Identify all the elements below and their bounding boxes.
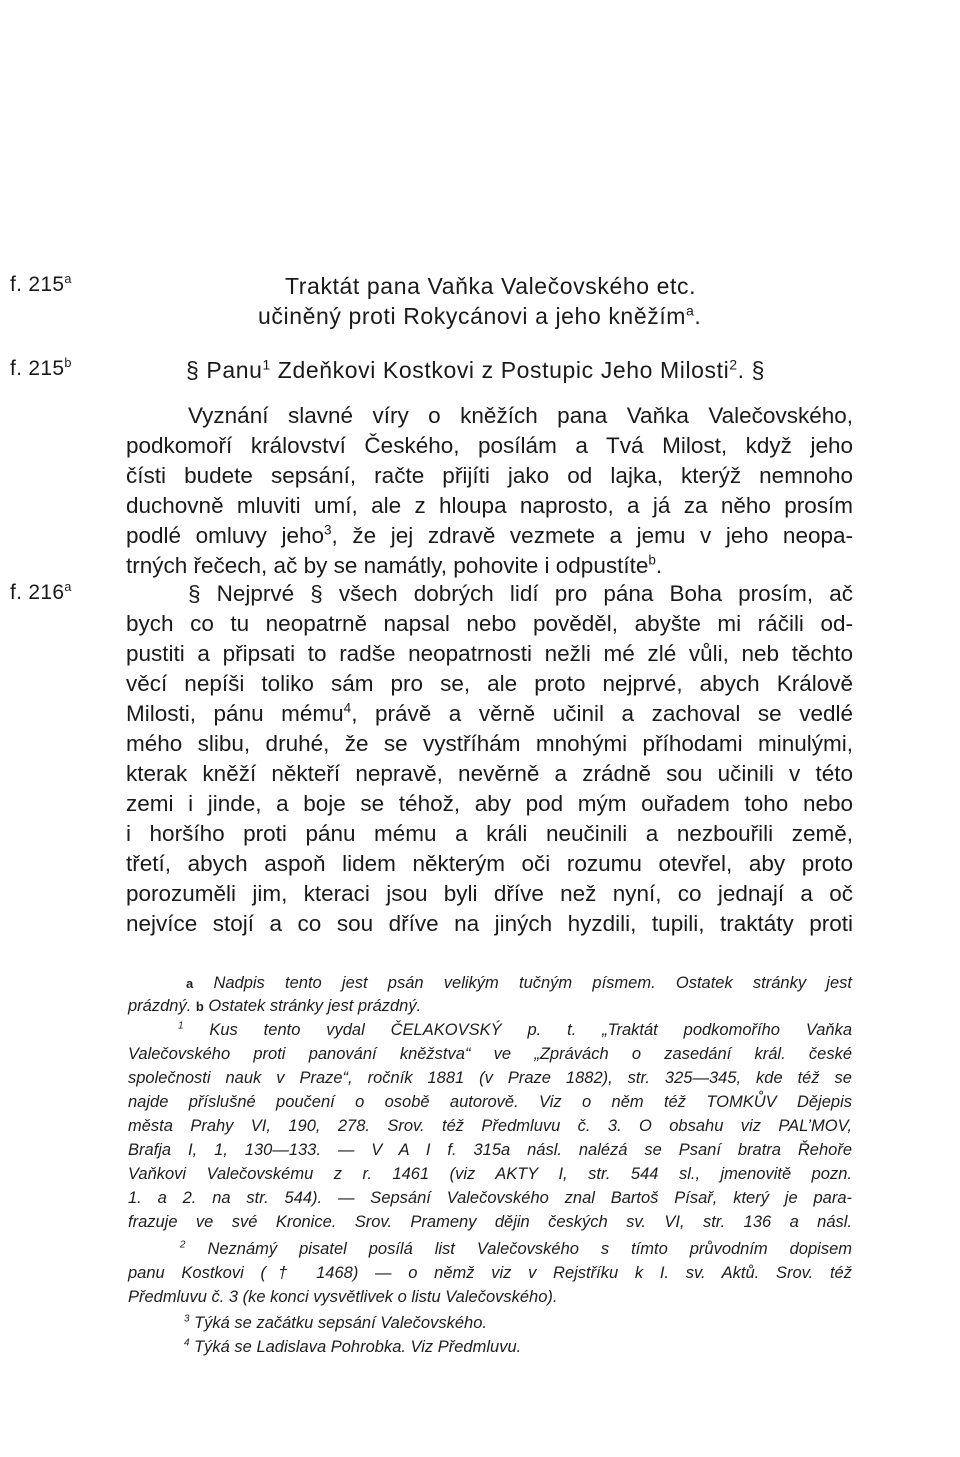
footnote-line: $^2$ Neznámý pisatel posílá list Valečovského s tímto průvodním dopisem [180, 1239, 852, 1258]
heading-line-1: Traktát pana Vaňka Valečovského etc. [285, 273, 697, 299]
body-line: podkomoří království Českého, posílám a Tvá Milost, když jeho [126, 433, 853, 458]
paragraph-sign: § [188, 581, 201, 606]
address-line: § Panu$^1$ Zdeňkovi Kostkovi z Postupic Jeho Milosti$^2$. § [186, 357, 766, 383]
footnote-line: Vaňkovi Valečovskému z r. 1461 (viz AKTY I, str. 544 sl., jmenovitě pozn. [128, 1165, 852, 1183]
footnote-line: najde příslušné poučení o osobě autorově. Viz o něm též TOMKŮV Dějepis [128, 1093, 852, 1111]
footnote-line: $^3$ Týká se začátku sepsání Valečovského. [184, 1313, 487, 1332]
folio-mark: f. 215$^b$ [10, 356, 72, 380]
body-line: i horšího proti pánu mému a králi neučinili a nezbouřili země, [126, 821, 853, 846]
body-line: zemi i jinde, a boje se téhož, aby pod mým ouřadem toho nebo [126, 791, 853, 816]
body-line: nejvíce stojí a co sou dříve na jiných hyzdili, tupili, traktáty proti [126, 911, 853, 936]
paragraph-sign: § [310, 581, 323, 606]
body-line: třetí, abych aspoň lidem některým oči rozumu otevřel, aby proto [126, 851, 853, 876]
heading-line-2: učiněný proti Rokycánovi a jeho kněžím$^a$. [258, 303, 702, 329]
body-line: pustiti a připsati to radše neopatrnosti nežli mé zlé vůli, neb těchto [126, 641, 853, 666]
paragraph-sign: § [751, 357, 766, 383]
body-line: podlé omluvy jeho$^3$, že jej zdravě vezmete a jemu v jeho neopa- [126, 522, 853, 548]
footnote-line: Brafja I, 1, 130—133. — V A I f. 315a násl. nalézá se Psaní bratra Řehoře [128, 1141, 852, 1159]
footnote-line: frazuje ve své Kronice. Srov. Prameny dějin českých sv. VI, str. 136 a násl. [128, 1213, 852, 1231]
body-line: porozuměli jim, kteraci jsou byli dříve než nyní, co jednají a oč [126, 881, 853, 906]
folio-mark: f. 215$^a$ [10, 272, 72, 296]
body-line: Vyznání slavné víry o kněžích pana Vaňka Valečovského, [188, 403, 853, 428]
body-line: trných řečech, ač by se namátly, pohovite i odpustíte$^b$. [126, 552, 663, 578]
footnote-line: prázdný. b Ostatek stránky jest prázdný. [128, 997, 422, 1015]
body-line: Milosti, pánu mému$^4$, právě a věrně učinil a zachoval se vedlé [126, 700, 854, 726]
footnote-line: a Nadpis tento jest psán velikým tučným písmem. Ostatek stránky jest [186, 974, 852, 992]
body-line: § Nejprvé § všech dobrých lidí pro pána Boha prosím, ač [188, 581, 853, 606]
footnote-line: Valečovského proti panování kněžstva“ ve „Zprávách o zasedání král. české [128, 1045, 852, 1063]
body-line: duchovně mluviti umí, ale z hloupa naprosto, a já za něho prosím [126, 493, 853, 518]
body-line: kterak kněží někteří nepravě, nevěrně a zrádně sou učinili v této [126, 761, 853, 786]
footnote-line: společnosti nauk v Praze“, ročník 1881 (v Praze 1882), str. 325—345, kde též se [128, 1069, 852, 1087]
body-line: věcí nepíši toliko sám pro se, ale proto nejprvé, abych Králově [126, 671, 853, 696]
footnote-line: $^4$ Týká se Ladislava Pohrobka. Viz Předmluvu. [184, 1337, 522, 1356]
folio-mark: f. 216$^a$ [10, 580, 72, 604]
body-line: čísti budete sepsání, račte přijíti jako od lajka, kterýž nemnoho [126, 463, 853, 488]
paragraph-sign: § [186, 357, 200, 383]
footnote-line: panu Kostkovi († 1468) — o němž viz v Rejstříku k I. sv. Aktů. Srov. též [128, 1264, 852, 1282]
body-line: mého slibu, druhé, že se vystříhám mnohými příhodami minulými, [126, 731, 853, 756]
footnote-line: města Prahy VI, 190, 278. Srov. též Předmluvu č. 3. O obsahu viz PAL’MOV, [128, 1117, 852, 1135]
footnote-line: $^1$ Kus tento vydal ČELAKOVSKÝ p. t. „Traktát podkomořího Vaňka [178, 1020, 852, 1039]
footnote-line: 1. a 2. na str. 544). — Sepsání Valečovského znal Bartoš Písař, který je para- [128, 1189, 852, 1207]
body-line: bych co tu neopatrně napsal nebo pověděl, abyšte mi ráčili od- [126, 611, 853, 636]
footnote-line: Předmluvu č. 3 (ke konci vysvětlivek o listu Valečovského). [128, 1288, 558, 1306]
